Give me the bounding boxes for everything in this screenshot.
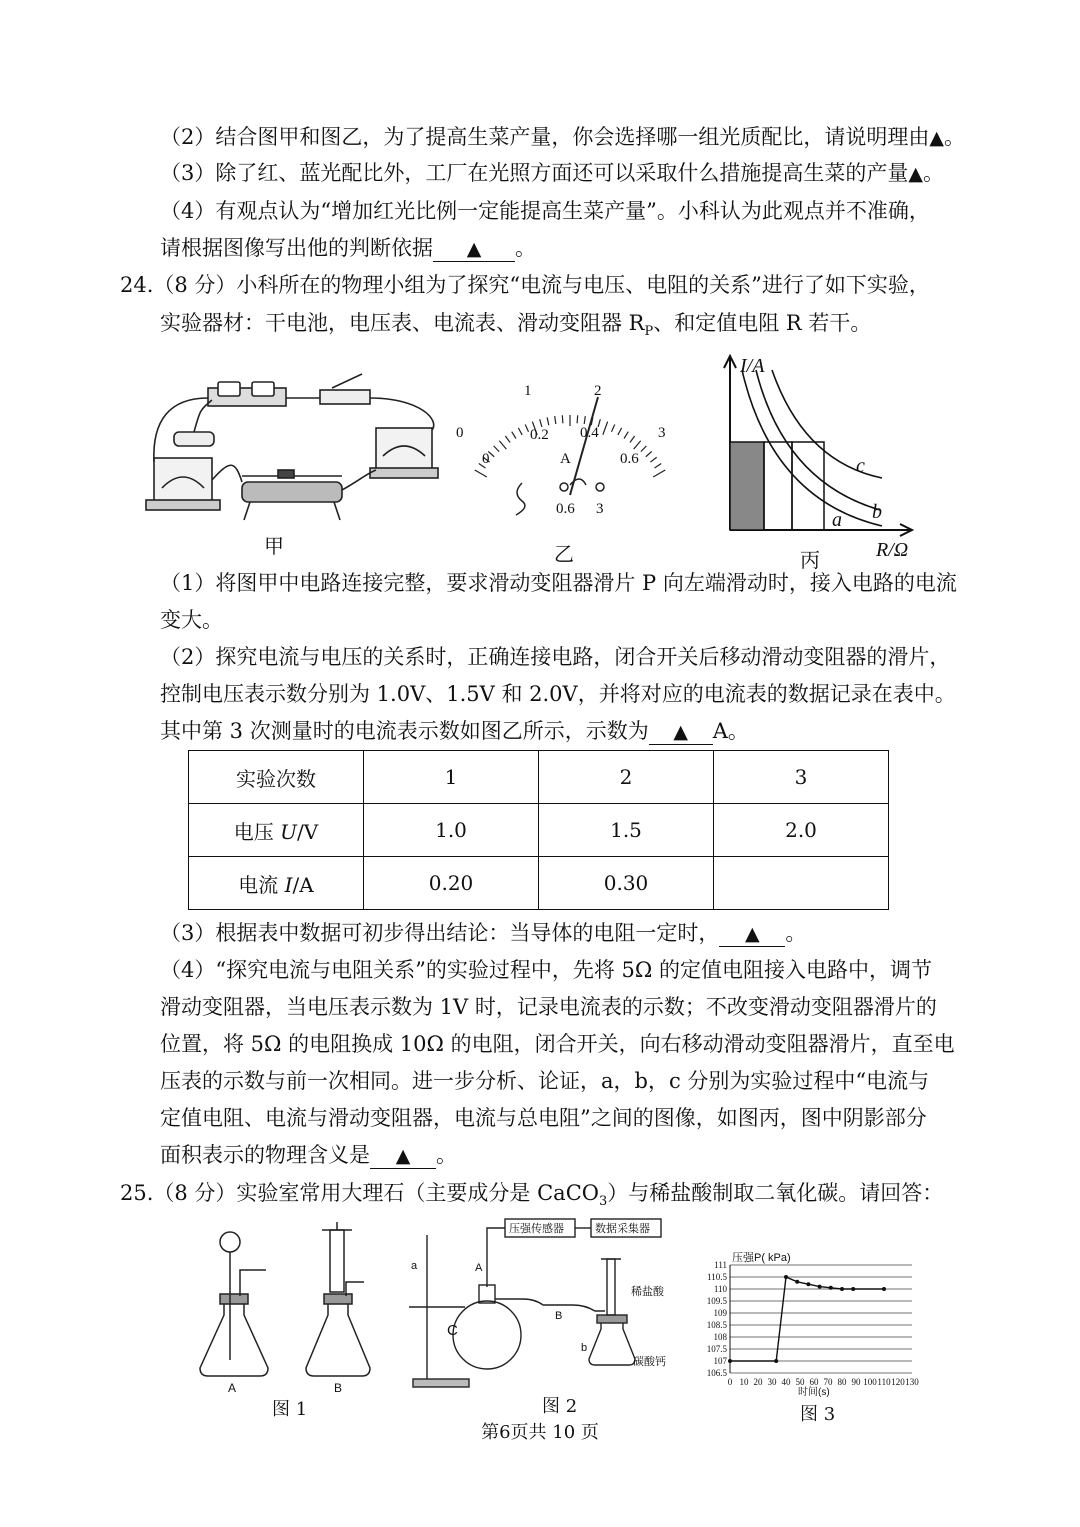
shaded-area (730, 442, 764, 530)
curve-label-c: c (856, 455, 865, 477)
q23-part2: （2）结合图甲和图乙，为了提高生菜产量，你会选择哪一组光质配比，请说明理由▲。 (160, 125, 965, 149)
y-tick-label: 110.5 (707, 1272, 727, 1282)
ammeter-dial-figure-yi (452, 375, 682, 525)
collector-label: 数据采集器 (595, 1223, 650, 1235)
dial-tick (562, 415, 563, 423)
table-row-voltage (189, 804, 889, 857)
q24-s4-line3: 位置，将 5Ω 的电阻换成 10Ω 的电阻，闭合开关，向右移动滑动变阻器滑片，直至电 (160, 1032, 955, 1056)
data-point (795, 1280, 799, 1284)
answer-blank[interactable]: ▲ (649, 719, 713, 745)
dial-tick (624, 432, 628, 439)
table-cell: 0.30 (539, 857, 714, 910)
circuit-figure-jia (140, 370, 450, 530)
table-cell: 电流 I/A (189, 857, 364, 910)
table-cell: 0.20 (364, 857, 539, 910)
q24-s1-line1: （1）将图甲中电路连接完整，要求滑动变阻器滑片 P 向左端滑动时，接入电路的电流 (160, 571, 957, 595)
y-tick-label: 108.5 (706, 1320, 727, 1330)
terminal-0.6: 0.6 (556, 501, 575, 517)
table-row-header (189, 751, 889, 804)
fig3-caption: 图 3 (800, 1404, 836, 1425)
label-B: B (555, 1310, 563, 1322)
y-tick-label: 107 (713, 1356, 727, 1366)
caco3-label: 碳酸钙 (633, 1356, 666, 1368)
x-tick-label: 40 (781, 1377, 791, 1387)
inner-tick-2: 0.4 (580, 425, 599, 441)
figure-1-apparatus (196, 1220, 386, 1395)
x-tick-label: 30 (767, 1377, 777, 1387)
x-tick-label: 50 (795, 1377, 805, 1387)
curve-label-a: a (832, 509, 842, 531)
data-point (882, 1287, 886, 1291)
data-table (188, 750, 889, 910)
dial-tick (653, 470, 665, 477)
dial-tick (650, 457, 656, 462)
q23-part4-line1: （4）有观点认为“增加红光比例一定能提高生菜产量”。小科认为此观点并不准确， (160, 199, 930, 223)
dial-tick (505, 436, 510, 442)
page-footer: 第6页共 10 页 (481, 1422, 599, 1443)
inner-tick-3: 0.6 (620, 451, 639, 467)
x-tick-label: 0 (727, 1377, 733, 1387)
dial-tick (634, 441, 641, 449)
table-cell: 1.0 (364, 804, 539, 857)
chart-xlabel: 时间(s) (798, 1387, 830, 1398)
y-tick-label: 108 (713, 1332, 727, 1342)
data-point (728, 1359, 732, 1363)
dial-tick (540, 419, 542, 427)
x-tick-label: 10 (739, 1377, 749, 1387)
y-tick-label: 111 (714, 1260, 727, 1270)
label-a: a (411, 1260, 418, 1272)
answer-blank[interactable]: ▲ (433, 236, 515, 262)
fig-label-jia: 甲 (264, 534, 284, 558)
dial-tick (547, 417, 549, 425)
dial-tick (525, 425, 528, 432)
fig1-label-b: B (334, 1381, 343, 1395)
y-tick-label: 109 (713, 1308, 727, 1318)
x-tick-label: 70 (823, 1377, 833, 1387)
outer-tick-1: 1 (524, 383, 532, 399)
chart-ylabel: 压强P( kPa) (732, 1252, 791, 1264)
q24-intro-line1: 24.（8 分）小科所在的物理小组为了探究“电流与电压、电阻的关系”进行了如下实验， (120, 273, 930, 297)
data-point (774, 1359, 778, 1363)
x-tick-label: 90 (851, 1377, 861, 1387)
dial-tick (512, 432, 516, 439)
dial-tick (577, 415, 578, 423)
curve-b (756, 370, 880, 510)
fig2-caption: 图 2 (542, 1396, 578, 1417)
dial-tick (555, 416, 556, 424)
q23-part3: （3）除了红、蓝光配比外，工厂在光照方面还可以采取什么措施提高生菜的产量▲。 (160, 161, 944, 185)
outer-tick-3: 3 (658, 425, 666, 441)
data-point (818, 1285, 822, 1289)
dial-tick (630, 436, 635, 442)
q24-s2-line2: 控制电压表示数分别为 1.0V、1.5V 和 2.0V，并将对应的电流表的数据记录在表中。 (160, 682, 956, 706)
data-point (851, 1287, 855, 1291)
inner-tick-1: 0.2 (530, 427, 549, 443)
label-C: C (447, 1322, 458, 1339)
data-point (806, 1282, 810, 1286)
series-line (730, 1277, 884, 1361)
fig1-label-a: A (228, 1381, 237, 1395)
dial-unit: A (560, 451, 571, 467)
q25-intro: 25.（8 分）实验室常用大理石（主要成分是 CaCO$_3$）与稀盐酸制取二氧化碳。请回答： (120, 1181, 944, 1210)
y-tick-label: 109.5 (706, 1296, 727, 1306)
q24-s2-line3: 其中第 3 次测量时的电流表示数如图乙所示，示数为 ▲ A。 (160, 719, 749, 743)
ir-graph-figure-bing (712, 350, 922, 560)
data-point (784, 1275, 788, 1279)
sensor-label: 压强传感器 (509, 1223, 564, 1235)
dial-tick (611, 425, 614, 432)
q24-s4-line5: 定值电阻、电流与滑动变阻器，电流与总电阻”之间的图像，如图丙，图中阴影部分 (160, 1106, 927, 1130)
dial-tick (494, 446, 500, 452)
data-point (829, 1286, 833, 1290)
table-cell: 1 (364, 751, 539, 804)
dial-tick (518, 428, 522, 435)
dial-tick (641, 446, 647, 452)
label-b: b (581, 1342, 588, 1354)
outer-tick-2: 2 (594, 383, 602, 399)
q24-intro-line2: 实验器材：干电池，电压表、电流表、滑动变阻器 $R_P$、和定值电阻 R 若干。 (160, 311, 872, 340)
x-tick-label: 120 (891, 1377, 905, 1387)
y-tick-label: 110 (713, 1284, 727, 1294)
table-cell[interactable] (714, 857, 889, 910)
table-cell: 2.0 (714, 804, 889, 857)
graph-xlabel: R/Ω (876, 539, 909, 560)
dial-tick (499, 441, 506, 449)
x-tick-label: 110 (877, 1377, 891, 1387)
answer-blank[interactable]: ▲ (719, 921, 785, 947)
fig-label-yi: 乙 (554, 542, 574, 566)
table-cell: 电压 U/V (189, 804, 364, 857)
q24-s4-line1: （4）“探究电流与电阻关系”的实验过程中，先将 5Ω 的定值电阻接入电路中，调节 (160, 958, 932, 982)
acid-label: 稀盐酸 (631, 1286, 664, 1298)
curve-label-b: b (872, 501, 882, 523)
q24-s3: （3）根据表中数据可初步得出结论：当导体的电阻一定时， ▲ 。 (160, 921, 807, 945)
x-tick-label: 130 (905, 1377, 919, 1387)
table-cell: 2 (539, 751, 714, 804)
label-A: A (475, 1262, 483, 1274)
terminal-3: 3 (596, 501, 604, 517)
dial-tick (584, 416, 585, 424)
outer-tick-0: 0 (456, 425, 464, 441)
dial-tick (655, 463, 662, 467)
q24-s4-line4: 压表的示数与前一次相同。进一步分析、论证，a，b，c 分别为实验过程中“电流与 (160, 1069, 930, 1093)
q24-s4-line2: 滑动变阻器，当电压表示数为 1V 时，记录电流表的示数；不改变滑动变阻器滑片的 (160, 995, 937, 1019)
table-row-current (189, 857, 889, 910)
x-tick-label: 60 (809, 1377, 819, 1387)
table-cell: 1.5 (539, 804, 714, 857)
inner-tick-0: 0 (482, 451, 490, 467)
table-cell: 3 (714, 751, 889, 804)
figure-3-pressure-chart (690, 1245, 920, 1400)
y-tick-label: 107.5 (706, 1344, 727, 1354)
graph-ylabel: I/A (740, 355, 765, 377)
x-tick-label: 20 (753, 1377, 763, 1387)
dial-tick (618, 428, 622, 435)
q24-s4-line6: 面积表示的物理含义是 ▲ 。 (160, 1143, 457, 1167)
fig1-caption: 图 1 (272, 1399, 308, 1420)
x-tick-label: 80 (837, 1377, 847, 1387)
dial-tick (603, 422, 608, 435)
answer-blank[interactable]: ▲ (370, 1143, 436, 1169)
dial-tick (475, 470, 487, 477)
x-tick-label: 100 (863, 1377, 877, 1387)
curve-c (772, 370, 882, 478)
dial-tick (646, 451, 652, 456)
y-tick-label: 106.5 (706, 1368, 727, 1378)
data-point (840, 1287, 844, 1291)
figure-2-apparatus (405, 1215, 690, 1395)
q23-part4-line2: 请根据图像写出他的判断依据 ▲ 。 (160, 236, 536, 260)
q24-s2-line1: （2）探究电流与电压的关系时，正确连接电路，闭合开关后移动滑动变阻器的滑片， (160, 645, 951, 669)
dial-ticks (475, 415, 666, 477)
fig-label-bing: 丙 (800, 548, 820, 572)
table-cell: 实验次数 (189, 751, 364, 804)
q24-s1-line2: 变大。 (160, 608, 223, 632)
